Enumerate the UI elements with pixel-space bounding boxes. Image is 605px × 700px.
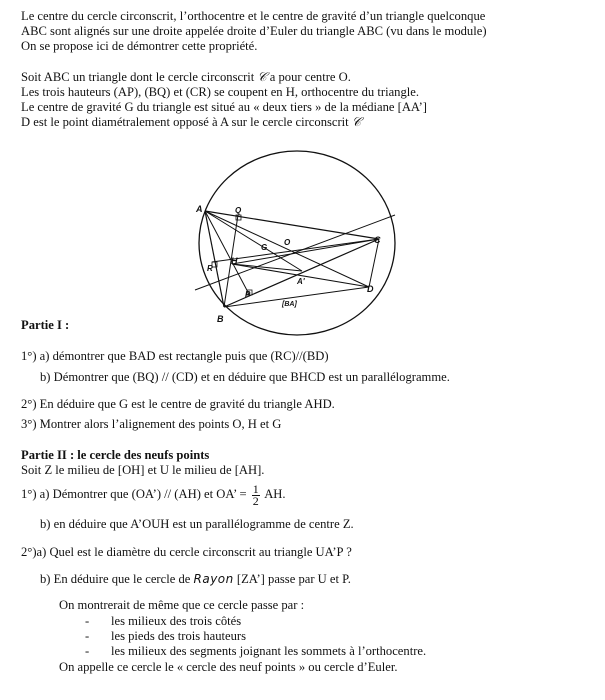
part2-q1a-text: 1°) a) Démontrer que (OA’) // (AH) et OA’ = xyxy=(21,487,250,501)
fraction-denominator: 2 xyxy=(252,493,259,508)
circle-symbol: 𝒞 xyxy=(257,69,267,84)
label-q: Q xyxy=(235,206,242,215)
setup-line-4-text: D est le point diamétralement opposé à A sur le cercle circonscrit xyxy=(21,115,352,129)
label-g: G xyxy=(261,243,268,252)
label-c: C xyxy=(374,235,381,245)
setup-line-3: Le centre de gravité G du triangle est situé au « deux tiers » de la médiane [AA’] xyxy=(21,100,427,114)
circumcircle xyxy=(199,151,395,335)
intro-line-2: ABC sont alignés sur une droite appelée droite d’Euler du triangle ABC (vu dans le module) xyxy=(21,24,487,38)
part2-intro: Soit Z le milieu de [OH] et U le milieu de [AH]. xyxy=(21,463,265,477)
part2-q1b: b) en déduire que A’OUH est un parallélogramme de centre Z. xyxy=(40,517,354,531)
handwritten-word: Rayon xyxy=(193,572,234,586)
setup-line-1-text-b: a pour centre O. xyxy=(266,70,351,84)
fraction-one-half xyxy=(252,481,260,508)
label-ba: [BA] xyxy=(282,301,297,308)
label-p: P xyxy=(245,290,251,299)
label-r: R xyxy=(207,264,213,273)
part2-q1a-text-end: AH. xyxy=(261,487,286,501)
fraction-numerator: 1 xyxy=(252,481,259,496)
part1-q1a: 1°) a) démontrer que BAD est rectangle puis que (RC)//(BD) xyxy=(21,349,329,363)
bullet-text: les milieux des segments joignant les sommets à l’orthocentre. xyxy=(111,644,427,658)
bullet-text: les milieux des trois côtés xyxy=(111,614,242,628)
label-o: O xyxy=(284,238,291,247)
euler-line-figure xyxy=(190,140,420,340)
label-b: B xyxy=(217,314,224,324)
bullet-mark: - xyxy=(85,644,90,658)
bullet-item xyxy=(85,614,241,628)
label-a-prime: A' xyxy=(297,277,305,286)
bullet-text: les pieds des trois hauteurs xyxy=(111,629,247,643)
part2-q1a xyxy=(21,482,286,507)
circle-symbol-2: 𝒞 xyxy=(351,114,362,129)
part2-q2a: 2°)a) Quel est le diamètre du cercle circonscrit au triangle UA’P ? xyxy=(21,545,352,559)
setup-line-1 xyxy=(21,70,351,84)
part1-title: Partie I : xyxy=(21,318,70,332)
part2-q2b-text: b) En déduire que le cercle de xyxy=(40,572,194,586)
bullet-item xyxy=(85,644,426,658)
part1-q1b: b) Démontrer que (BQ) // (CD) et en déduire que BHCD est un parallélogramme. xyxy=(40,370,450,384)
part1-q2: 2°) En déduire que G est le centre de gravité du triangle AHD. xyxy=(21,397,335,411)
setup-line-4 xyxy=(21,115,361,129)
part2-title: Partie II : le cercle des neufs points xyxy=(21,448,210,462)
bullet-mark: - xyxy=(85,629,90,643)
part2-q2b xyxy=(40,572,351,586)
label-a: A xyxy=(196,204,203,214)
intro-line-3: On se propose ici de démontrer cette propriété. xyxy=(21,39,258,53)
setup-line-2: Les trois hauteurs (AP), (BQ) et (CR) se coupent en H, orthocentre du triangle. xyxy=(21,85,419,99)
label-h: H xyxy=(231,256,238,266)
part2-remark: On montrerait de même que ce cercle passe par : xyxy=(59,598,305,612)
setup-line-1-text-a: Soit ABC un triangle dont le cercle circonscrit xyxy=(21,70,258,84)
label-d: D xyxy=(367,284,374,294)
bullet-item xyxy=(85,629,246,643)
part2-conclusion: On appelle ce cercle le « cercle des neuf points » ou cercle d’Euler. xyxy=(59,660,398,674)
intro-line-1: Le centre du cercle circonscrit, l’orthocentre et le centre de gravité d’un triangle quelconque xyxy=(21,9,486,23)
bullet-mark: - xyxy=(85,614,90,628)
part1-q3: 3°) Montrer alors l’alignement des points O, H et G xyxy=(21,417,282,431)
part2-q2b-text-end: [ZA’] passe par U et P. xyxy=(233,572,351,586)
